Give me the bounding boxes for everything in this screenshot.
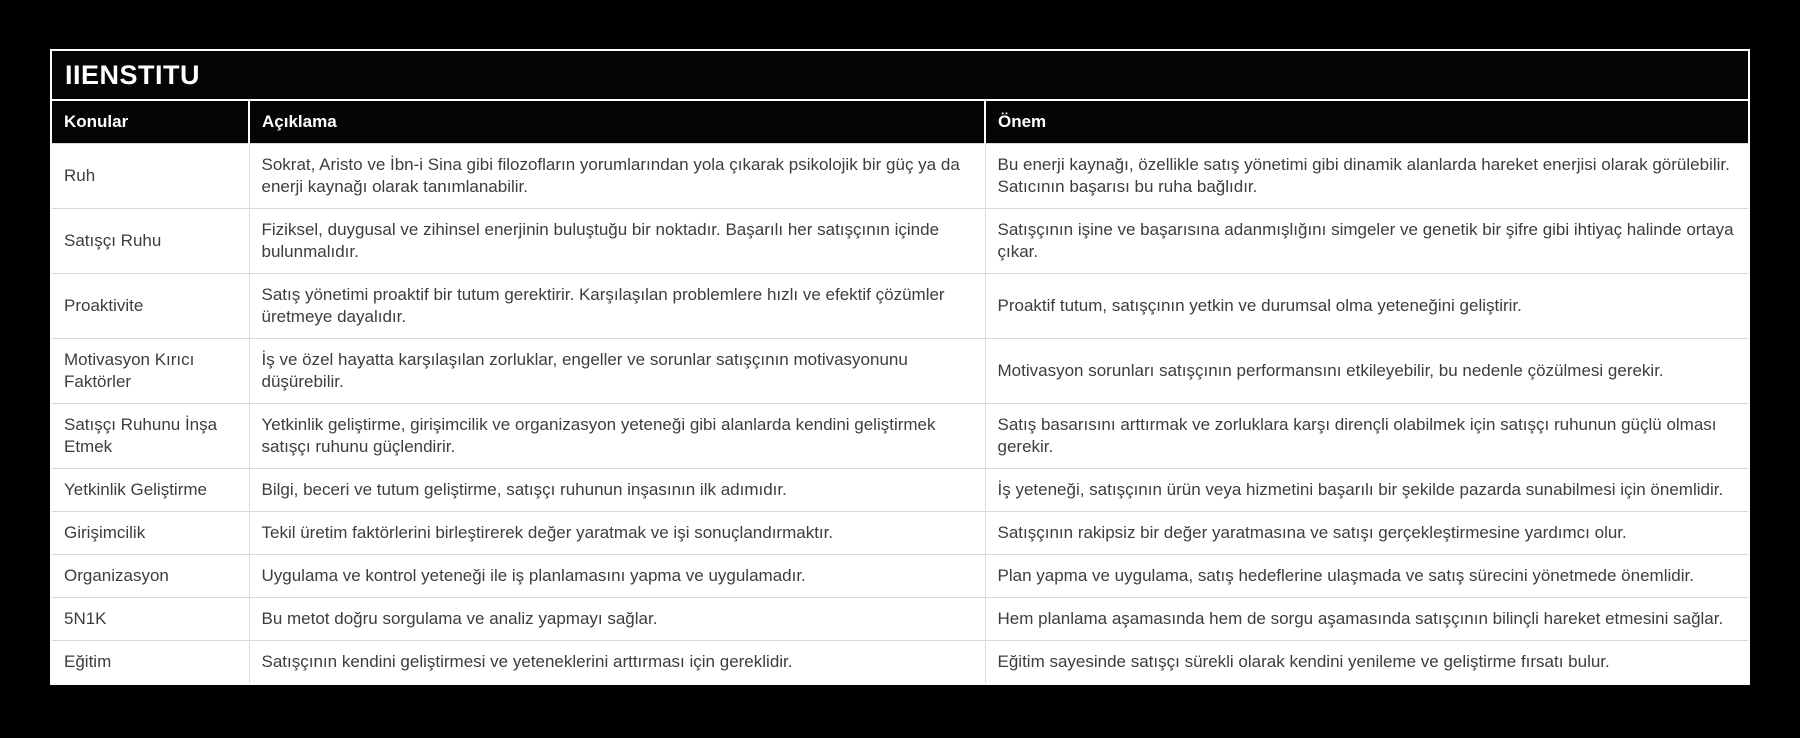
description-cell: Bilgi, beceri ve tutum geliştirme, satışçı ruhunun inşasının ilk adımıdır. xyxy=(249,468,985,511)
importance-cell: Satış basarısını arttırmak ve zorluklara karşı dirençli olabilmek için satışçı ruhunun güçlü olması gerekir. xyxy=(985,403,1748,468)
importance-cell: Plan yapma ve uygulama, satış hedeflerine ulaşmada ve satış sürecini yönetmede önemlidir. xyxy=(985,554,1748,597)
description-cell: Satışçının kendini geliştirmesi ve yeteneklerini arttırması için gereklidir. xyxy=(249,640,985,683)
importance-cell: Eğitim sayesinde satışçı sürekli olarak kendini yenileme ve geliştirme fırsatı bulur. xyxy=(985,640,1748,683)
table-row xyxy=(52,338,1748,403)
brand-title: IIENSTITU xyxy=(52,51,1748,101)
column-header-konular: Konular xyxy=(52,101,249,143)
header-row xyxy=(52,101,1748,143)
topic-cell: Satışçı Ruhu xyxy=(52,208,249,273)
description-cell: Tekil üretim faktörlerini birleştirerek değer yaratmak ve işi sonuçlandırmaktır. xyxy=(249,511,985,554)
table-row xyxy=(52,208,1748,273)
description-cell: Satış yönetimi proaktif bir tutum gerektirir. Karşılaşılan problemlere hızlı ve efektif çözümler üretmeye dayalıdır. xyxy=(249,273,985,338)
content-card xyxy=(50,49,1750,685)
topic-cell: Eğitim xyxy=(52,640,249,683)
table-row xyxy=(52,640,1748,683)
topic-cell: Girişimcilik xyxy=(52,511,249,554)
topic-cell: Organizasyon xyxy=(52,554,249,597)
importance-cell: Satışçının işine ve başarısına adanmışlığını simgeler ve genetik bir şifre gibi ihtiyaç halinde ortaya çıkar. xyxy=(985,208,1748,273)
importance-cell: Motivasyon sorunları satışçının performansını etkileyebilir, bu nedenle çözülmesi gerekir. xyxy=(985,338,1748,403)
importance-cell: Proaktif tutum, satışçının yetkin ve durumsal olma yeteneğini geliştirir. xyxy=(985,273,1748,338)
topics-table xyxy=(52,101,1748,683)
column-header-onem: Önem xyxy=(985,101,1748,143)
table-row xyxy=(52,597,1748,640)
topic-cell: Proaktivite xyxy=(52,273,249,338)
importance-cell: Hem planlama aşamasında hem de sorgu aşamasında satışçının bilinçli hareket etmesini sağlar. xyxy=(985,597,1748,640)
description-cell: İş ve özel hayatta karşılaşılan zorluklar, engeller ve sorunlar satışçının motivasyonunu düşürebilir. xyxy=(249,338,985,403)
importance-cell: Bu enerji kaynağı, özellikle satış yönetimi gibi dinamik alanlarda hareket enerjisi olarak görülebilir. Satıcının başarısı bu ruha bağlıdır. xyxy=(985,143,1748,208)
topic-cell: 5N1K xyxy=(52,597,249,640)
importance-cell: Satışçının rakipsiz bir değer yaratmasına ve satışı gerçekleştirmesine yardımcı olur. xyxy=(985,511,1748,554)
table-row xyxy=(52,143,1748,208)
description-cell: Sokrat, Aristo ve İbn-i Sina gibi filozofların yorumlarından yola çıkarak psikolojik bir güç ya da enerji kaynağı olarak tanımlanabilir. xyxy=(249,143,985,208)
description-cell: Uygulama ve kontrol yeteneği ile iş planlamasını yapma ve uygulamadır. xyxy=(249,554,985,597)
importance-cell: İş yeteneği, satışçının ürün veya hizmetini başarılı bir şekilde pazarda sunabilmesi için önemlidir. xyxy=(985,468,1748,511)
table-row xyxy=(52,468,1748,511)
table-row xyxy=(52,403,1748,468)
description-cell: Yetkinlik geliştirme, girişimcilik ve organizasyon yeteneği gibi alanlarda kendini geliştirmek satışçı ruhunu güçlendirir. xyxy=(249,403,985,468)
topic-cell: Motivasyon Kırıcı Faktörler xyxy=(52,338,249,403)
topic-cell: Ruh xyxy=(52,143,249,208)
table-header xyxy=(52,101,1748,143)
topic-cell: Yetkinlik Geliştirme xyxy=(52,468,249,511)
table-row xyxy=(52,511,1748,554)
table-row xyxy=(52,554,1748,597)
description-cell: Fiziksel, duygusal ve zihinsel enerjinin buluştuğu bir noktadır. Başarılı her satışçının içinde bulunmalıdır. xyxy=(249,208,985,273)
topic-cell: Satışçı Ruhunu İnşa Etmek xyxy=(52,403,249,468)
table-body xyxy=(52,143,1748,683)
table-row xyxy=(52,273,1748,338)
description-cell: Bu metot doğru sorgulama ve analiz yapmayı sağlar. xyxy=(249,597,985,640)
column-header-aciklama: Açıklama xyxy=(249,101,985,143)
